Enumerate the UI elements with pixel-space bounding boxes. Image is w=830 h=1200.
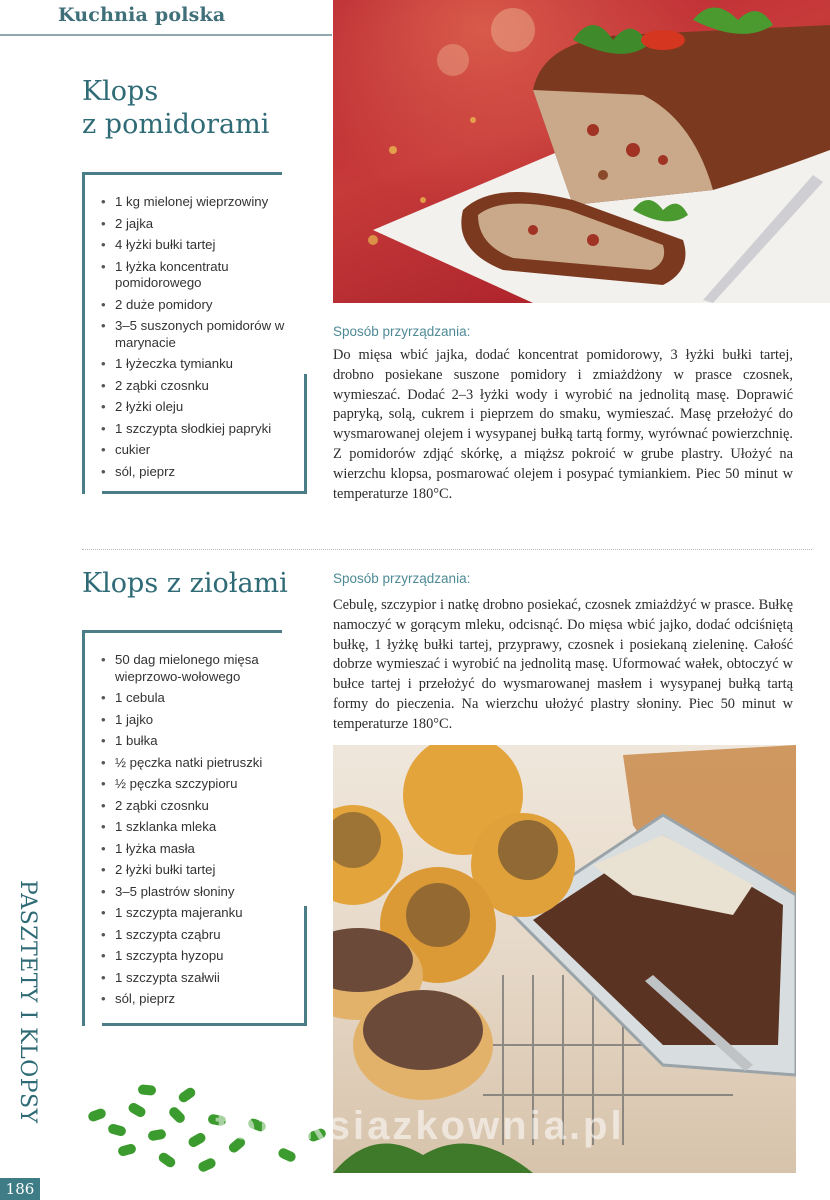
method-heading: Sposób przyrządzania: <box>333 571 471 586</box>
recipe-title-line: Klops <box>82 76 159 107</box>
ingredient-item: • 2 łyżki bułki tartej <box>101 862 301 879</box>
meatloaf-tomato-photo <box>333 0 830 303</box>
ingredient-item: • 1 cebula <box>101 690 301 707</box>
meatloaf-tomato-illustration <box>333 0 830 303</box>
recipe-separator <box>82 549 812 550</box>
ingredient-item: • sól, pieprz <box>101 991 301 1008</box>
ingredient-item: • 2 łyżki oleju <box>101 399 301 416</box>
ingredient-item: • ½ pęczka natki pietruszki <box>101 755 301 772</box>
ingredient-item: • 3–5 suszonych pomidorów w marynacie <box>101 318 301 351</box>
ingredient-item: • 1 kg mielonej wieprzowiny <box>101 194 301 211</box>
ingredient-item: • 1 bułka <box>101 733 301 750</box>
book-title: Kuchnia polska <box>58 4 226 26</box>
recipe-title-meatloaf-tomatoes <box>82 75 322 141</box>
ingredient-item: • 1 łyżka koncentratu pomidorowego <box>101 259 301 292</box>
ingredient-item: • 1 szczypta słodkiej papryki <box>101 421 301 438</box>
method-heading: Sposób przyrządzania: <box>333 324 471 339</box>
ingredient-item: • sól, pieprz <box>101 464 301 481</box>
page-number: 186 <box>0 1178 40 1200</box>
ingredient-item: • 1 łyżeczka tymianku <box>101 356 301 373</box>
ingredient-item: • 4 łyżki bułki tartej <box>101 237 301 254</box>
ingredient-item: • 1 szklanka mleka <box>101 819 301 836</box>
ingredients-box-meatloaf-tomatoes <box>82 172 307 494</box>
section-tab: PASZTETY I KLOPSY <box>15 880 40 1124</box>
method-text: Do mięsa wbić jajka, dodać koncentrat pomidorowy, 3 łyżki bułki tartej, drobno posiekane suszone pomidory i zmiażdżony w prasce czosnek, wymieszać. Dodać 2–3 łyżki wody i wyrobić na jednolitą masę. Doprawić papryką, solą, cukrem i pieprzem do smaku, wymieszać. Masę przełożyć do wysmarowanej olejem i wysypanej bułką tartą formy, wyrównać powierzchnię. Z pomidorów zdjąć skórkę, a miąższ pokroić w grube plastry. Ułożyć na wierzchu klopsa, posmarować olejem i posypać tymiankiem. Piec 50 minut w temperaturze 180°C. <box>333 347 793 502</box>
ingredient-item: • 1 jajko <box>101 712 301 729</box>
ingredient-item: • cukier <box>101 442 301 459</box>
recipe-title-meatloaf-herbs: Klops z ziołami <box>82 568 288 599</box>
ingredients-box-meatloaf-herbs <box>82 630 307 1026</box>
ingredient-item: • 2 jajka <box>101 216 301 233</box>
watermark-text: fotoksiazkownia.pl <box>215 1104 625 1148</box>
ingredient-item: • 2 ząbki czosnku <box>101 798 301 815</box>
method-text: Cebulę, szczypior i natkę drobno posiekać, czosnek zmiażdżyć w prasce. Bułkę namoczyć w gorącym mleku, odcisnąć. Do mięsa wbić jajko, dodać odciśniętą bułkę, 1 łyżkę bułki tartej, przyprawy, czosnek i posiekaną zieleninę. Całość dobrze wymieszać i wyrobić na jednolitą masę. Uformować wałek, obtoczyć w bułce tartej i przełożyć do wysmarowanej masłem i wysypanej bułką tartą formy do pieczenia. Na wierzchu ułożyć plastry słoniny. Piec 50 minut w temperaturze 180°C. <box>333 597 793 732</box>
ingredient-item: • 2 ząbki czosnku <box>101 378 301 395</box>
ingredient-item: • ½ pęczka szczypioru <box>101 776 301 793</box>
ingredient-item: • 2 duże pomidory <box>101 297 301 314</box>
ingredients-list <box>101 194 301 485</box>
ingredient-item: • 50 dag mielonego mięsa wieprzowo-wołowego <box>101 652 301 685</box>
recipe-title-line: z pomidorami <box>82 109 270 140</box>
ingredient-item: • 1 szczypta szałwii <box>101 970 301 987</box>
ingredient-item: • 1 szczypta majeranku <box>101 905 301 922</box>
ingredient-item: • 1 szczypta cząbru <box>101 927 301 944</box>
ingredient-item: • 3–5 plastrów słoniny <box>101 884 301 901</box>
header-divider <box>0 34 332 36</box>
ingredient-item: • 1 łyżka masła <box>101 841 301 858</box>
ingredients-list <box>101 652 301 1013</box>
box-bottom-rule <box>102 491 307 494</box>
box-bottom-rule <box>102 1023 307 1026</box>
ingredient-item: • 1 szczypta hyzopu <box>101 948 301 965</box>
